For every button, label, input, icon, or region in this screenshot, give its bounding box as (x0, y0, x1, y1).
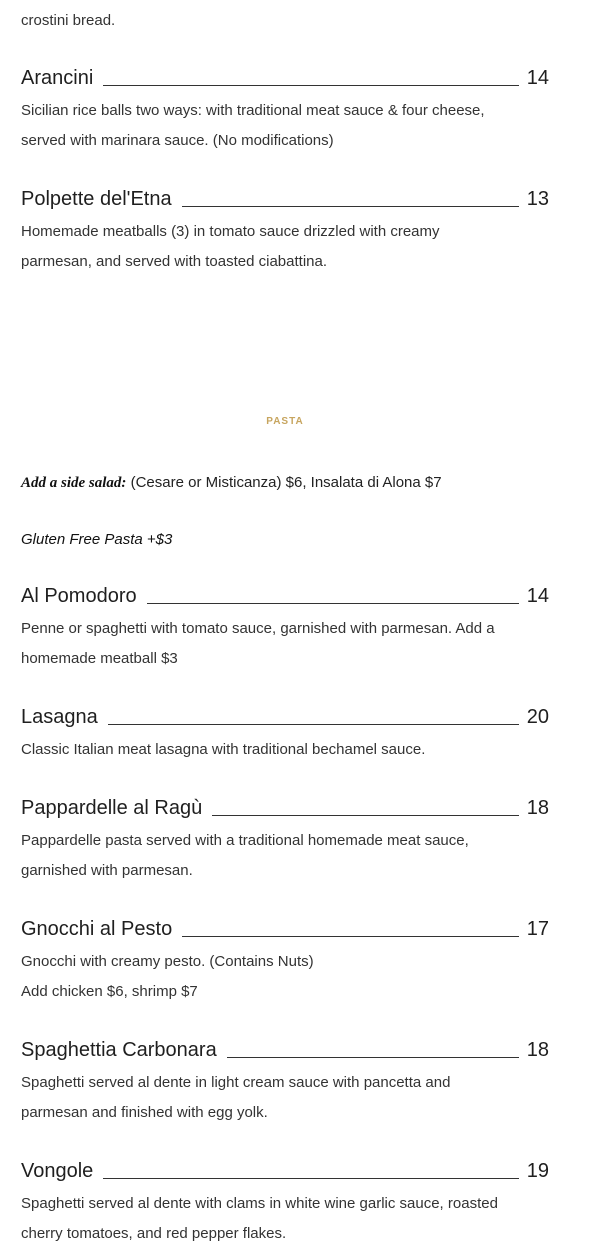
gluten-free-note: Gluten Free Pasta +$3 (21, 531, 173, 548)
description-line: Classic Italian meat lasagna with traditional bechamel sauce. (21, 741, 426, 758)
previous-item-description-fragment: crostini bread. (21, 12, 116, 29)
menu-item-vongole (21, 1155, 549, 1247)
menu-item-name: Gnocchi al Pesto (21, 918, 173, 940)
dotted-leader-line (182, 935, 519, 937)
description-line: Gnocchi with creamy pesto. (Contains Nuts) (21, 953, 314, 970)
menu-item-price: 18 (526, 1039, 549, 1061)
menu-item-header (21, 913, 549, 941)
dotted-leader-line (212, 814, 519, 816)
dotted-leader-line (147, 602, 519, 604)
menu-item-price: 14 (526, 67, 549, 89)
menu-item-price: 13 (526, 188, 549, 210)
description-line: garnished with parmesan. (21, 862, 193, 879)
description-line: served with marinara sauce. (No modifications) (21, 132, 334, 149)
menu-item-price: 17 (526, 918, 549, 940)
menu-item-description (21, 96, 549, 156)
description-line: Pappardelle pasta served with a traditional homemade meat sauce, (21, 832, 469, 849)
side-salad-note (21, 474, 442, 492)
menu-item-arancini (21, 62, 549, 156)
description-line: Spaghetti served al dente with clams in white wine garlic sauce, roasted (21, 1195, 498, 1212)
menu-item-price: 14 (526, 585, 549, 607)
menu-item-polpette (21, 183, 549, 277)
menu-item-description (21, 826, 549, 886)
menu-item-carbonara (21, 1034, 549, 1128)
menu-item-price: 18 (526, 797, 549, 819)
description-line: Homemade meatballs (3) in tomato sauce drizzled with creamy (21, 223, 440, 240)
menu-item-description (21, 947, 549, 1007)
menu-item-description (21, 1189, 549, 1247)
menu-item-header (21, 183, 549, 211)
menu-item-name: Lasagna (21, 706, 98, 728)
side-salad-text: (Cesare or Misticanza) $6, Insalata di Alona $7 (126, 474, 442, 491)
description-line: Add chicken $6, shrimp $7 (21, 983, 198, 1000)
menu-item-header (21, 580, 549, 608)
dotted-leader-line (182, 205, 519, 207)
menu-item-al-pomodoro (21, 580, 549, 674)
menu-item-header (21, 792, 549, 820)
menu-item-description (21, 735, 549, 765)
menu-item-name: Spaghettia Carbonara (21, 1039, 217, 1061)
section-title-pasta: PASTA (266, 416, 304, 427)
description-line: cherry tomatoes, and red pepper flakes. (21, 1225, 287, 1242)
description-line: parmesan and finished with egg yolk. (21, 1104, 268, 1121)
menu-item-pappardelle (21, 792, 549, 886)
menu-item-name: Vongole (21, 1160, 94, 1182)
menu-item-gnocchi (21, 913, 549, 1007)
dotted-leader-line (103, 1177, 518, 1179)
description-line: homemade meatball $3 (21, 650, 178, 667)
menu-item-price: 19 (526, 1160, 549, 1182)
dotted-leader-line (103, 84, 518, 86)
description-line: parmesan, and served with toasted ciabattina. (21, 253, 328, 270)
menu-item-header (21, 1155, 549, 1183)
description-line: Penne or spaghetti with tomato sauce, garnished with parmesan. Add a (21, 620, 495, 637)
menu-item-price: 20 (526, 706, 549, 728)
menu-item-description (21, 614, 549, 674)
dotted-leader-line (108, 723, 519, 725)
menu-item-lasagna (21, 701, 549, 765)
menu-item-description (21, 1068, 549, 1128)
menu-item-name: Arancini (21, 67, 94, 89)
menu-item-name: Pappardelle al Ragù (21, 797, 203, 819)
menu-item-name: Al Pomodoro (21, 585, 137, 607)
menu-item-header (21, 701, 549, 729)
description-line: Spaghetti served al dente in light cream sauce with pancetta and (21, 1074, 451, 1091)
menu-item-description (21, 217, 549, 277)
menu-item-header (21, 1034, 549, 1062)
menu-item-header (21, 62, 549, 90)
side-salad-label: Add a side salad: (21, 475, 127, 491)
description-line: Sicilian rice balls two ways: with traditional meat sauce & four cheese, (21, 102, 485, 119)
dotted-leader-line (227, 1056, 519, 1058)
menu-item-name: Polpette del'Etna (21, 188, 172, 210)
